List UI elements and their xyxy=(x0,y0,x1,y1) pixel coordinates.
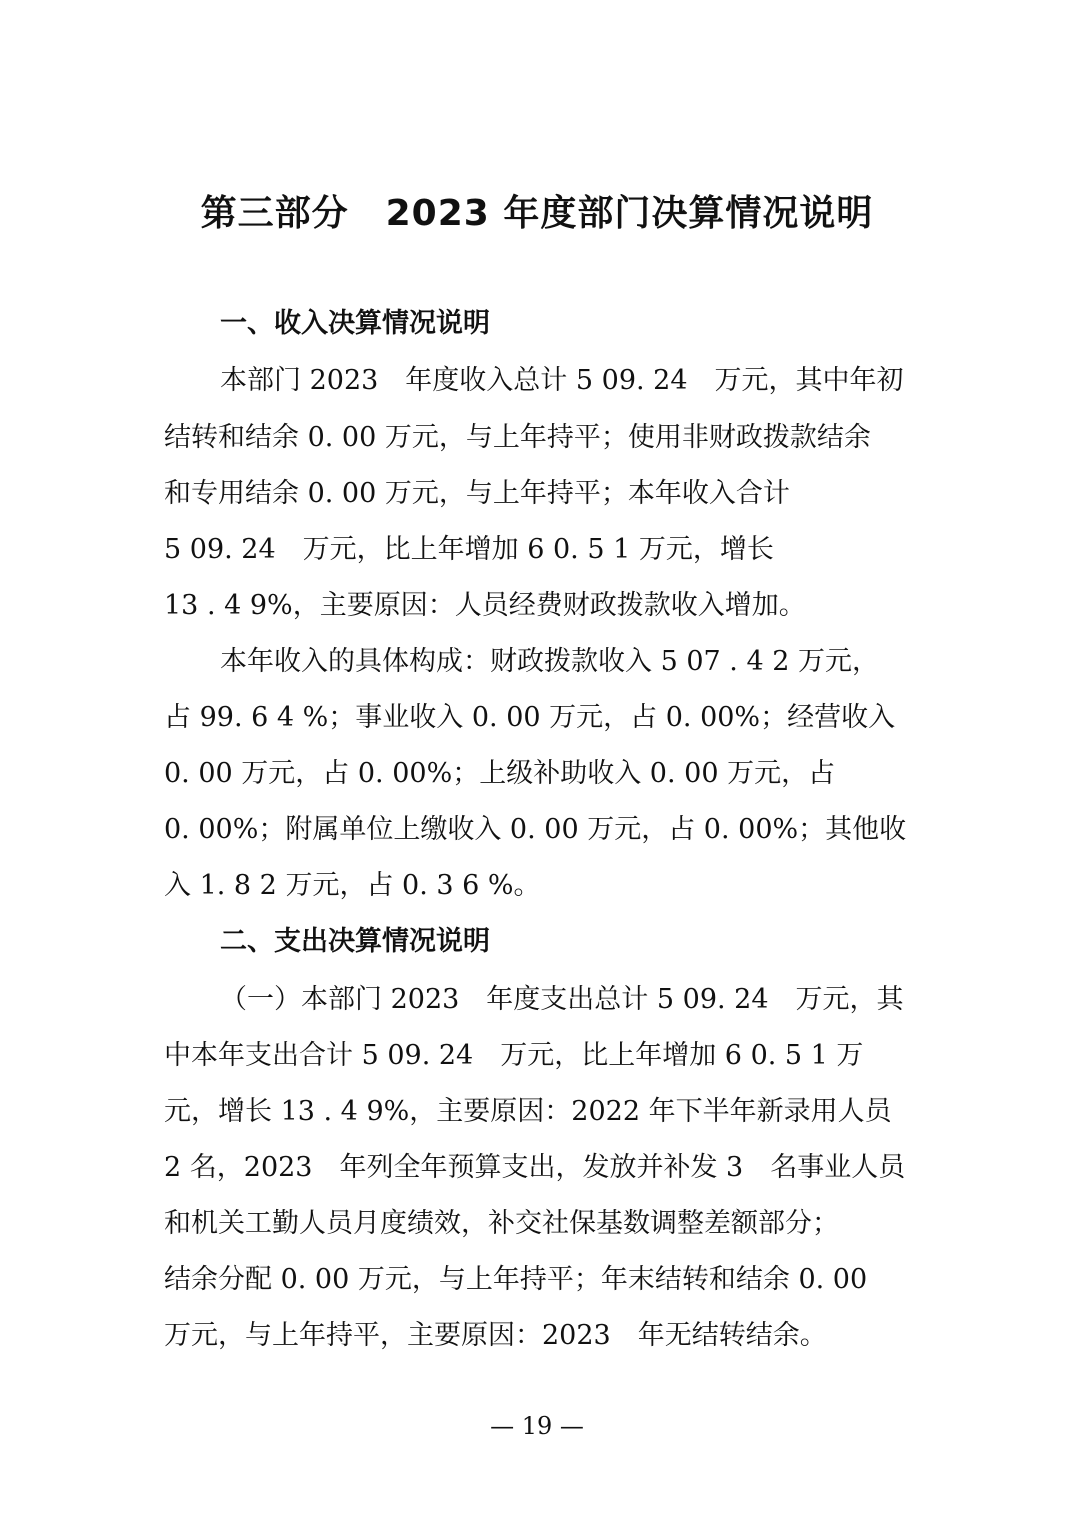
paragraph-line: 0. 00 万元，占 0. 00%；上级补助收入 0. 00 万元，占 xyxy=(164,758,836,789)
paragraph-line: 5 09. 24 万元，比上年增加 6 0. 5 1 万元，增长 xyxy=(164,534,774,565)
paragraph-line: 入 1. 8 2 万元，占 0. 3 6 %。 xyxy=(164,870,541,901)
page-number: — 19 — xyxy=(490,1412,584,1440)
paragraph-line: 结余分配 0. 00 万元，与上年持平；年末结转和结余 0. 00 xyxy=(164,1264,868,1295)
paragraph-line: 0. 00%；附属单位上缴收入 0. 00 万元，占 0. 00%；其他收 xyxy=(164,814,907,845)
paragraph-line: 元，增长 13 . 4 9%，主要原因：2022 年下半年新录用人员 xyxy=(164,1096,892,1127)
paragraph-line: （一）本部门 2023 年度支出总计 5 09. 24 万元，其 xyxy=(220,984,904,1015)
paragraph-line: 占 99. 6 4 %；事业收入 0. 00 万元，占 0. 00%；经营收入 xyxy=(164,702,896,733)
paragraph-line: 13 . 4 9%，主要原因：人员经费财政拨款收入增加。 xyxy=(164,590,806,621)
page-title: 第三部分 2023 年度部门决算情况说明 xyxy=(200,193,874,234)
paragraph-line: 万元，与上年持平，主要原因：2023 年无结转结余。 xyxy=(164,1320,827,1351)
paragraph-line: 本年收入的具体构成：财政拨款收入 5 07 . 4 2 万元， xyxy=(220,646,879,677)
paragraph-line: 和专用结余 0. 00 万元，与上年持平；本年收入合计 xyxy=(164,478,790,509)
section-heading-expenditure: 二、支出决算情况说明 xyxy=(220,926,490,957)
paragraph-line: 2 名，2023 年列全年预算支出，发放并补发 3 名事业人员 xyxy=(164,1152,906,1183)
paragraph-line: 和机关工勤人员月度绩效，补交社保基数调整差额部分； xyxy=(164,1208,839,1239)
paragraph-line: 中本年支出合计 5 09. 24 万元，比上年增加 6 0. 5 1 万 xyxy=(164,1040,864,1071)
paragraph-line: 结转和结余 0. 00 万元，与上年持平；使用非财政拨款结余 xyxy=(164,422,871,453)
paragraph-line: 本部门 2023 年度收入总计 5 09. 24 万元，其中年初 xyxy=(220,365,904,396)
section-heading-income: 一、收入决算情况说明 xyxy=(220,308,490,339)
